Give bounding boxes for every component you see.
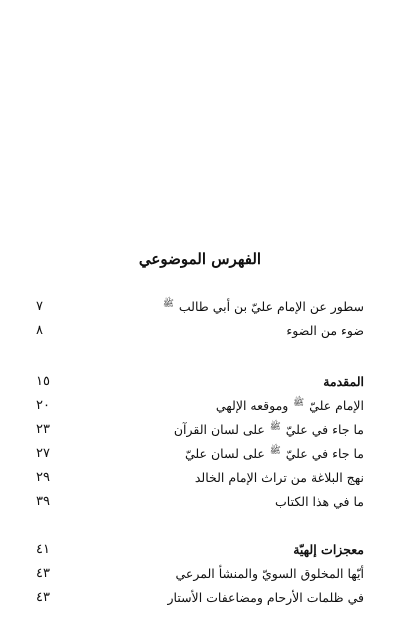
toc-entry[interactable] [36, 294, 364, 318]
toc-page-number: ٢٠ [36, 397, 50, 413]
toc-entry-title: نهج البلاغة من تراث الإمام الخالد [194, 469, 364, 485]
toc-page-number: ٤٣ [36, 589, 50, 605]
toc-page-number: ٨ [36, 322, 43, 338]
toc-page-number: ٢٣ [36, 421, 50, 437]
toc-heading[interactable] [36, 369, 364, 393]
toc-entry[interactable] [36, 318, 364, 342]
toc-page-number: ٢٩ [36, 469, 50, 485]
toc-heading-title: معجزات إلهيّة [293, 541, 364, 557]
toc-entry[interactable] [36, 561, 364, 585]
toc-entry-title: ضوء من الضوء [286, 322, 364, 338]
toc-page-number: ١٥ [36, 373, 50, 389]
toc-section-miracles [36, 537, 364, 609]
blessing-mark: ﷺ [269, 422, 281, 433]
toc-entry-title: الإمام عليّ $^ﷺ$ وموقعه الإلهي [215, 398, 364, 414]
toc-heading-title: المقدمة [323, 373, 364, 389]
toc-page-number: ٤٣ [36, 565, 50, 581]
toc-entry[interactable] [36, 441, 364, 465]
blessing-mark: ﷺ [163, 299, 174, 310]
toc-page-number: ٧ [36, 298, 43, 314]
blessing-mark: ﷺ [293, 398, 305, 409]
toc-entry-title: ما في هذا الكتاب [275, 493, 364, 509]
toc-entry[interactable] [36, 417, 364, 441]
toc-section-introduction [36, 369, 364, 513]
toc-page-number: ٤١ [36, 541, 50, 557]
toc-page-number: ٢٧ [36, 445, 50, 461]
toc-section-intro [36, 294, 364, 342]
toc-entry-title: سطور عن الإمام عليّ بن أبي طالب $^ﷺ$ [163, 299, 364, 315]
toc-page-number: ٣٩ [36, 493, 50, 509]
toc-entry-title: ما جاء في عليّ $^ﷺ$ على لسان عليّ [184, 446, 364, 462]
toc-entry-title: ما جاء في عليّ $^ﷺ$ على لسان القرآن [173, 422, 364, 438]
toc-heading[interactable] [36, 537, 364, 561]
toc-entry[interactable] [36, 465, 364, 489]
toc-entry[interactable] [36, 585, 364, 609]
blessing-mark: ﷺ [269, 446, 281, 457]
page-title: الفهرس الموضوعي [138, 250, 262, 268]
toc-entry-title: أيّها المخلوق السويّ والمنشأ المرعي [175, 565, 364, 581]
toc-entry-title: في ظلمات الأرحام ومضاعفات الأستار [167, 589, 364, 605]
toc-entry[interactable] [36, 393, 364, 417]
toc-entry[interactable] [36, 489, 364, 513]
